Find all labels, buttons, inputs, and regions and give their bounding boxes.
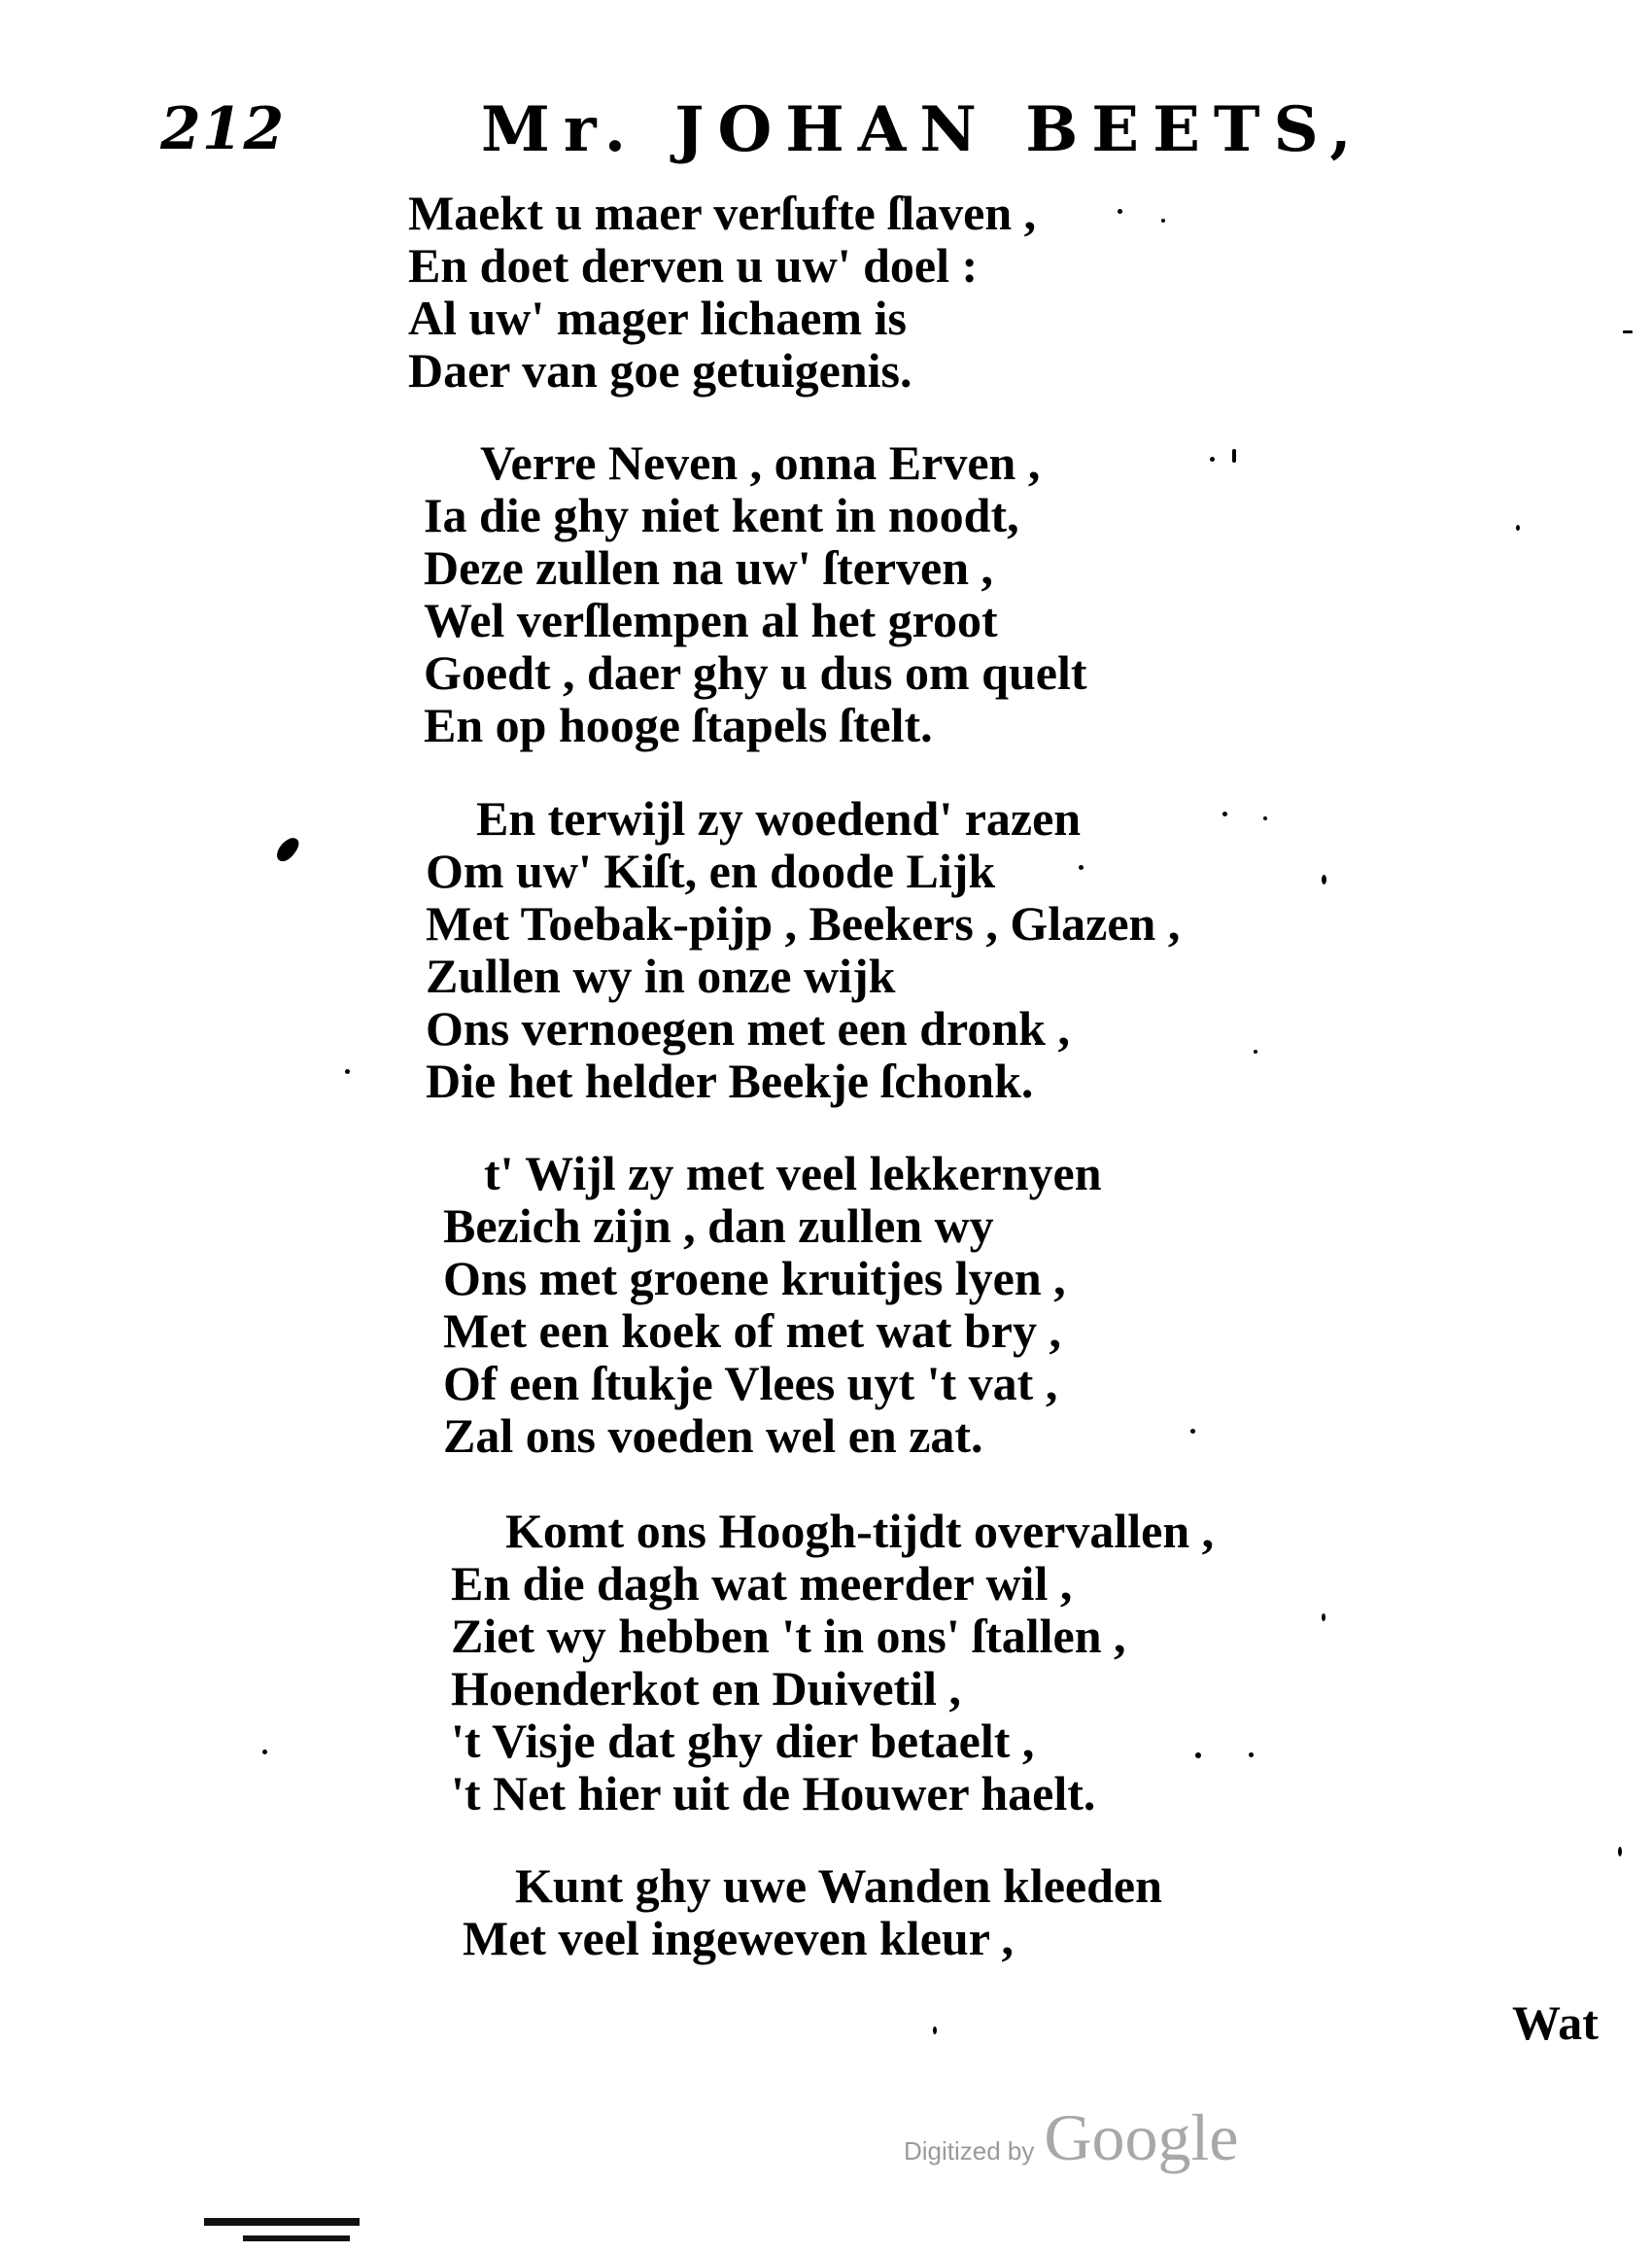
ink-speck xyxy=(1190,1429,1195,1434)
verse-line: Ziet wy hebben 't in ons' ſtallen , xyxy=(451,1609,1126,1663)
verse-line: Die het helder Beekje ſchonk. xyxy=(426,1054,1034,1108)
verse-line: Met veel ingeweven kleur , xyxy=(463,1911,1014,1965)
verse-line: Maekt u maer verſufte ſlaven , xyxy=(408,186,1037,240)
stanza-2 xyxy=(424,436,1087,751)
stanza-6 xyxy=(463,1859,1162,1964)
verse-line: Zullen wy in onze wijk xyxy=(426,949,896,1003)
stanza-3 xyxy=(426,792,1180,1107)
verse-line: Met Toebak-pijp , Beekers , Glazen , xyxy=(426,896,1181,951)
ink-speck xyxy=(345,1069,350,1074)
verse-line: En terwijl zy woedend' razen xyxy=(476,791,1082,846)
ink-speck xyxy=(1161,219,1165,223)
verse-line: Hoenderkot en Duivetil , xyxy=(451,1661,961,1715)
ink-speck xyxy=(1232,449,1236,463)
verse-line: 't Visje dat ghy dier betaelt , xyxy=(451,1714,1035,1768)
ink-speck xyxy=(1254,1050,1257,1054)
ink-speck xyxy=(1618,1847,1622,1856)
verse-line: Ons vernoegen met een dronk , xyxy=(426,1001,1070,1056)
ink-speck xyxy=(1118,209,1122,214)
verse-line: Deze zullen na uw' ſterven , xyxy=(424,540,994,595)
page-header xyxy=(0,95,1652,173)
ink-speck xyxy=(1195,1752,1201,1758)
page-edge-rule xyxy=(204,2218,360,2226)
verse-line: Zal ons voeden wel en zat. xyxy=(443,1408,983,1463)
digitized-by-label: Digitized by xyxy=(904,2136,1035,2165)
verse-line: Bezich zijn , dan zullen wy xyxy=(443,1198,994,1253)
stanza-1 xyxy=(408,187,1036,397)
verse-line: Om uw' Kiſt, en doode Lijk xyxy=(426,844,996,898)
verse-line: Ons met groene kruitjes lyen , xyxy=(443,1251,1066,1305)
verse-line: Of een ſtukje Vlees uyt 't vat , xyxy=(443,1356,1058,1410)
ink-speck xyxy=(1210,457,1215,462)
ink-speck xyxy=(1516,525,1520,531)
ink-speck xyxy=(1249,1752,1254,1757)
google-logo: Google xyxy=(1044,2100,1239,2174)
ink-speck xyxy=(1322,875,1326,884)
page-number: 212 xyxy=(160,95,286,163)
verse-line: En op hooge ſtapels ſtelt. xyxy=(424,698,933,752)
running-head: Mr. JOHAN BEETS, xyxy=(481,93,1365,166)
stanza-5 xyxy=(451,1505,1214,1819)
verse-line: Al uw' mager lichaem is xyxy=(408,291,907,345)
verse-line: Daer van goe getuigenis. xyxy=(408,343,912,398)
ink-speck xyxy=(262,1750,267,1754)
verse-line: Goedt , daer ghy u dus om quelt xyxy=(424,645,1087,700)
ink-speck xyxy=(1322,1613,1325,1621)
verse-line: Verre Neven , onna Erven , xyxy=(480,435,1041,490)
page-edge-rule xyxy=(243,2235,350,2241)
verse-line: Komt ons Hoogh-tijdt overvallen , xyxy=(505,1504,1215,1558)
verse-line: 't Net hier uit de Houwer haelt. xyxy=(451,1766,1096,1820)
ink-speck xyxy=(1623,330,1633,333)
catchword: Wat xyxy=(1512,1995,1599,2050)
ink-speck xyxy=(1222,812,1227,816)
verse-line: Ia die ghy niet kent in noodt, xyxy=(424,488,1019,542)
stanza-4 xyxy=(443,1147,1102,1462)
verse-line: t' Wijl zy met veel lekkernyen xyxy=(484,1146,1102,1200)
verse-line: En doet derven u uw' doel : xyxy=(408,238,979,293)
ink-speck xyxy=(1263,816,1267,820)
ink-blot xyxy=(273,834,301,865)
verse-line: Met een koek of met wat bry , xyxy=(443,1303,1061,1358)
digitization-watermark xyxy=(904,2099,1239,2176)
verse-line: Kunt ghy uwe Wanden kleeden xyxy=(515,1858,1162,1913)
verse-line: Wel verſlempen al het groot xyxy=(424,593,998,647)
verse-line: En die dagh wat meerder wil , xyxy=(451,1556,1073,1611)
ink-speck xyxy=(933,2027,937,2034)
ink-speck xyxy=(1079,865,1084,870)
